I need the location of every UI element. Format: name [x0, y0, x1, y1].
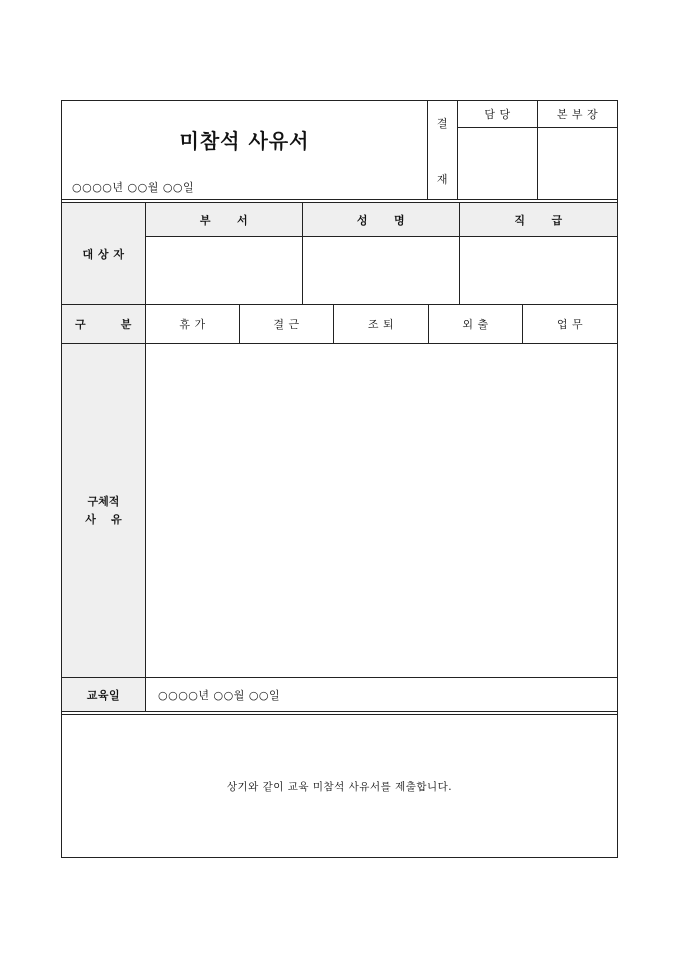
approval-sign-director[interactable]	[538, 128, 617, 199]
approval-label-top: 결	[436, 117, 449, 130]
category-option-early-leave[interactable]: 조 퇴	[367, 318, 395, 331]
category-option-business[interactable]: 업 무	[556, 318, 584, 331]
reason-field[interactable]	[146, 344, 617, 677]
name-field[interactable]	[303, 237, 459, 304]
approval-col-manager: 담 당	[484, 108, 511, 121]
education-label: 교육일	[86, 688, 121, 702]
reason-label-line1: 구체적	[87, 494, 120, 508]
page-title: 미참석 사유서	[179, 128, 310, 153]
column-name: 성 명	[356, 213, 406, 227]
category-option-outing[interactable]: 외 출	[462, 318, 489, 331]
approval-col-director: 본 부 장	[556, 108, 599, 121]
submission-statement: 상기와 같이 교육 미참석 사유서를 제출합니다.	[226, 780, 453, 793]
issue-date: ○○○○년 ○○월 ○○일	[72, 181, 195, 194]
reason-label	[62, 344, 145, 677]
category-option-vacation[interactable]: 휴 가	[179, 318, 206, 331]
column-department: 부 서	[199, 213, 249, 227]
category-option-absence[interactable]: 결 근	[273, 318, 300, 331]
rank-field[interactable]	[460, 237, 617, 304]
column-rank: 직 급	[514, 213, 563, 227]
subject-label: 대 상 자	[82, 247, 125, 261]
education-date[interactable]: ○○○○년 ○○월 ○○일	[158, 688, 281, 702]
department-field[interactable]	[146, 237, 302, 304]
approval-sign-manager[interactable]	[458, 128, 537, 199]
category-label: 구 분	[75, 318, 132, 331]
approval-label-bottom: 재	[436, 173, 449, 186]
reason-label-line2: 사 유	[85, 512, 122, 526]
